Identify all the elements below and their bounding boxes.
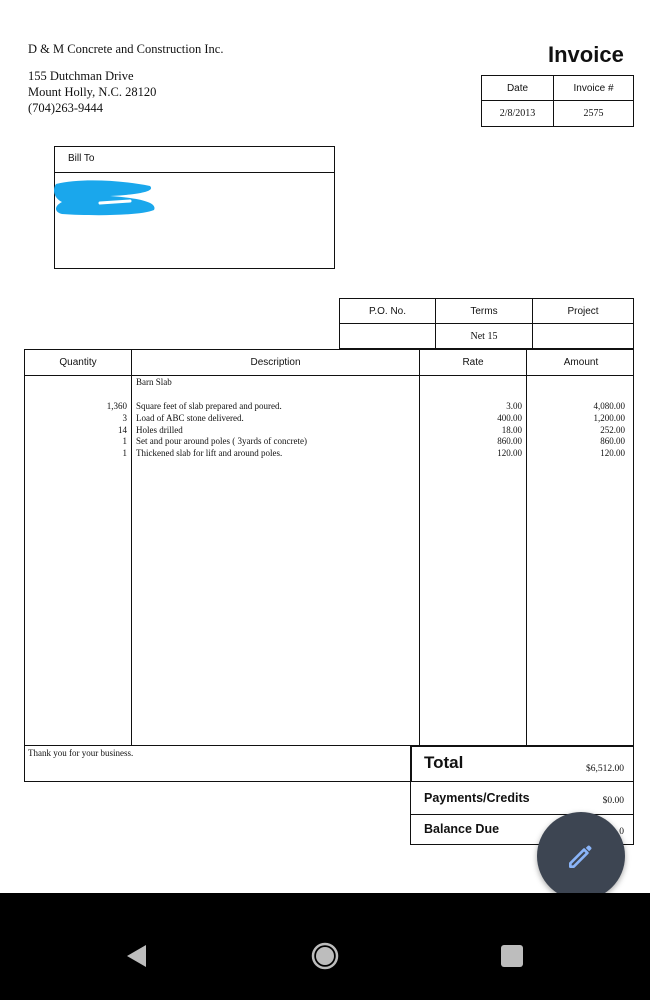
row-rate: 400.00: [497, 412, 522, 423]
balance-label: Balance Due: [424, 822, 500, 836]
row-rate: 860.00: [497, 436, 522, 447]
row-qty: 14: [118, 424, 127, 435]
quantity-column: [25, 401, 127, 460]
terms-value: Net 15: [436, 324, 533, 348]
row-rate: 18.00: [501, 424, 522, 435]
edit-fab-button[interactable]: [537, 812, 625, 900]
column-divider: [131, 350, 132, 745]
row-description: Load of ABC stone delivered.: [136, 412, 244, 423]
bill-to-label: Bill To: [55, 147, 334, 173]
quantity-header: Quantity: [59, 357, 97, 368]
home-circle-icon: [310, 941, 340, 971]
rate-header: Rate: [462, 357, 484, 368]
company-name: D & M Concrete and Construction Inc.: [28, 42, 224, 56]
row-description: Thickened slab for lift and around poles.: [136, 448, 283, 459]
navigation-bar: [0, 893, 650, 1000]
project-value: [533, 324, 633, 348]
total-row: [410, 746, 634, 782]
description-header: Description: [250, 357, 301, 368]
row-qty: 1,360: [106, 401, 127, 411]
invoice-title: Invoice: [548, 42, 624, 67]
row-qty: 3: [122, 412, 127, 423]
description-column: [136, 401, 307, 460]
total-label: Total: [424, 753, 464, 772]
row-description: Holes drilled: [136, 424, 183, 435]
invoice-date: 2/8/2013: [482, 101, 554, 126]
date-header: Date: [482, 76, 554, 101]
row-description: Square feet of slab prepared and poured.: [136, 401, 282, 411]
thank-you-note: Thank you for your business.: [28, 748, 134, 758]
recents-square-icon: [499, 943, 525, 969]
company-phone: (704)263-9444: [28, 101, 103, 115]
payments-label: Payments/Credits: [424, 791, 530, 805]
row-amount: 1,200.00: [593, 412, 625, 423]
recents-button[interactable]: [497, 941, 527, 971]
terms-header: Terms: [436, 299, 533, 324]
po-value: [340, 324, 436, 348]
rate-column: [420, 401, 522, 460]
payments-row: [410, 782, 634, 815]
thank-you-box: [24, 746, 412, 782]
redaction-scribble: [50, 176, 158, 218]
invoice-number-header: Invoice #: [554, 76, 633, 101]
row-qty: 1: [122, 448, 127, 459]
row-amount: 252.00: [600, 424, 625, 435]
project-header: Project: [533, 299, 633, 324]
row-description: Set and pour around poles ( 3yards of concrete): [136, 436, 307, 447]
row-qty: 1: [122, 436, 127, 447]
balance-value: 0: [619, 827, 624, 837]
back-button[interactable]: [121, 941, 151, 971]
header-divider: [25, 375, 633, 376]
pencil-icon: [565, 840, 597, 872]
back-triangle-icon: [124, 943, 148, 969]
date-invoice-box: [481, 75, 634, 127]
order-info-box: [339, 298, 634, 349]
po-header: P.O. No.: [340, 299, 436, 324]
row-amount: 120.00: [600, 448, 625, 459]
home-button[interactable]: [310, 941, 340, 971]
address-line-2: Mount Holly, N.C. 28120: [28, 85, 157, 99]
row-rate: 120.00: [497, 448, 522, 459]
company-address: [28, 68, 156, 116]
row-amount: 860.00: [600, 436, 625, 447]
line-items-table: [24, 349, 634, 746]
invoice-number: 2575: [583, 108, 604, 119]
row-rate: 3.00: [506, 401, 522, 411]
address-line-1: 155 Dutchman Drive: [28, 69, 134, 83]
payments-value: $0.00: [602, 796, 624, 806]
section-title: Barn Slab: [136, 377, 172, 387]
row-amount: 4,080.00: [593, 401, 625, 411]
amount-column: [527, 401, 625, 460]
amount-header: Amount: [563, 357, 599, 368]
total-value: $6,512.00: [586, 764, 624, 774]
